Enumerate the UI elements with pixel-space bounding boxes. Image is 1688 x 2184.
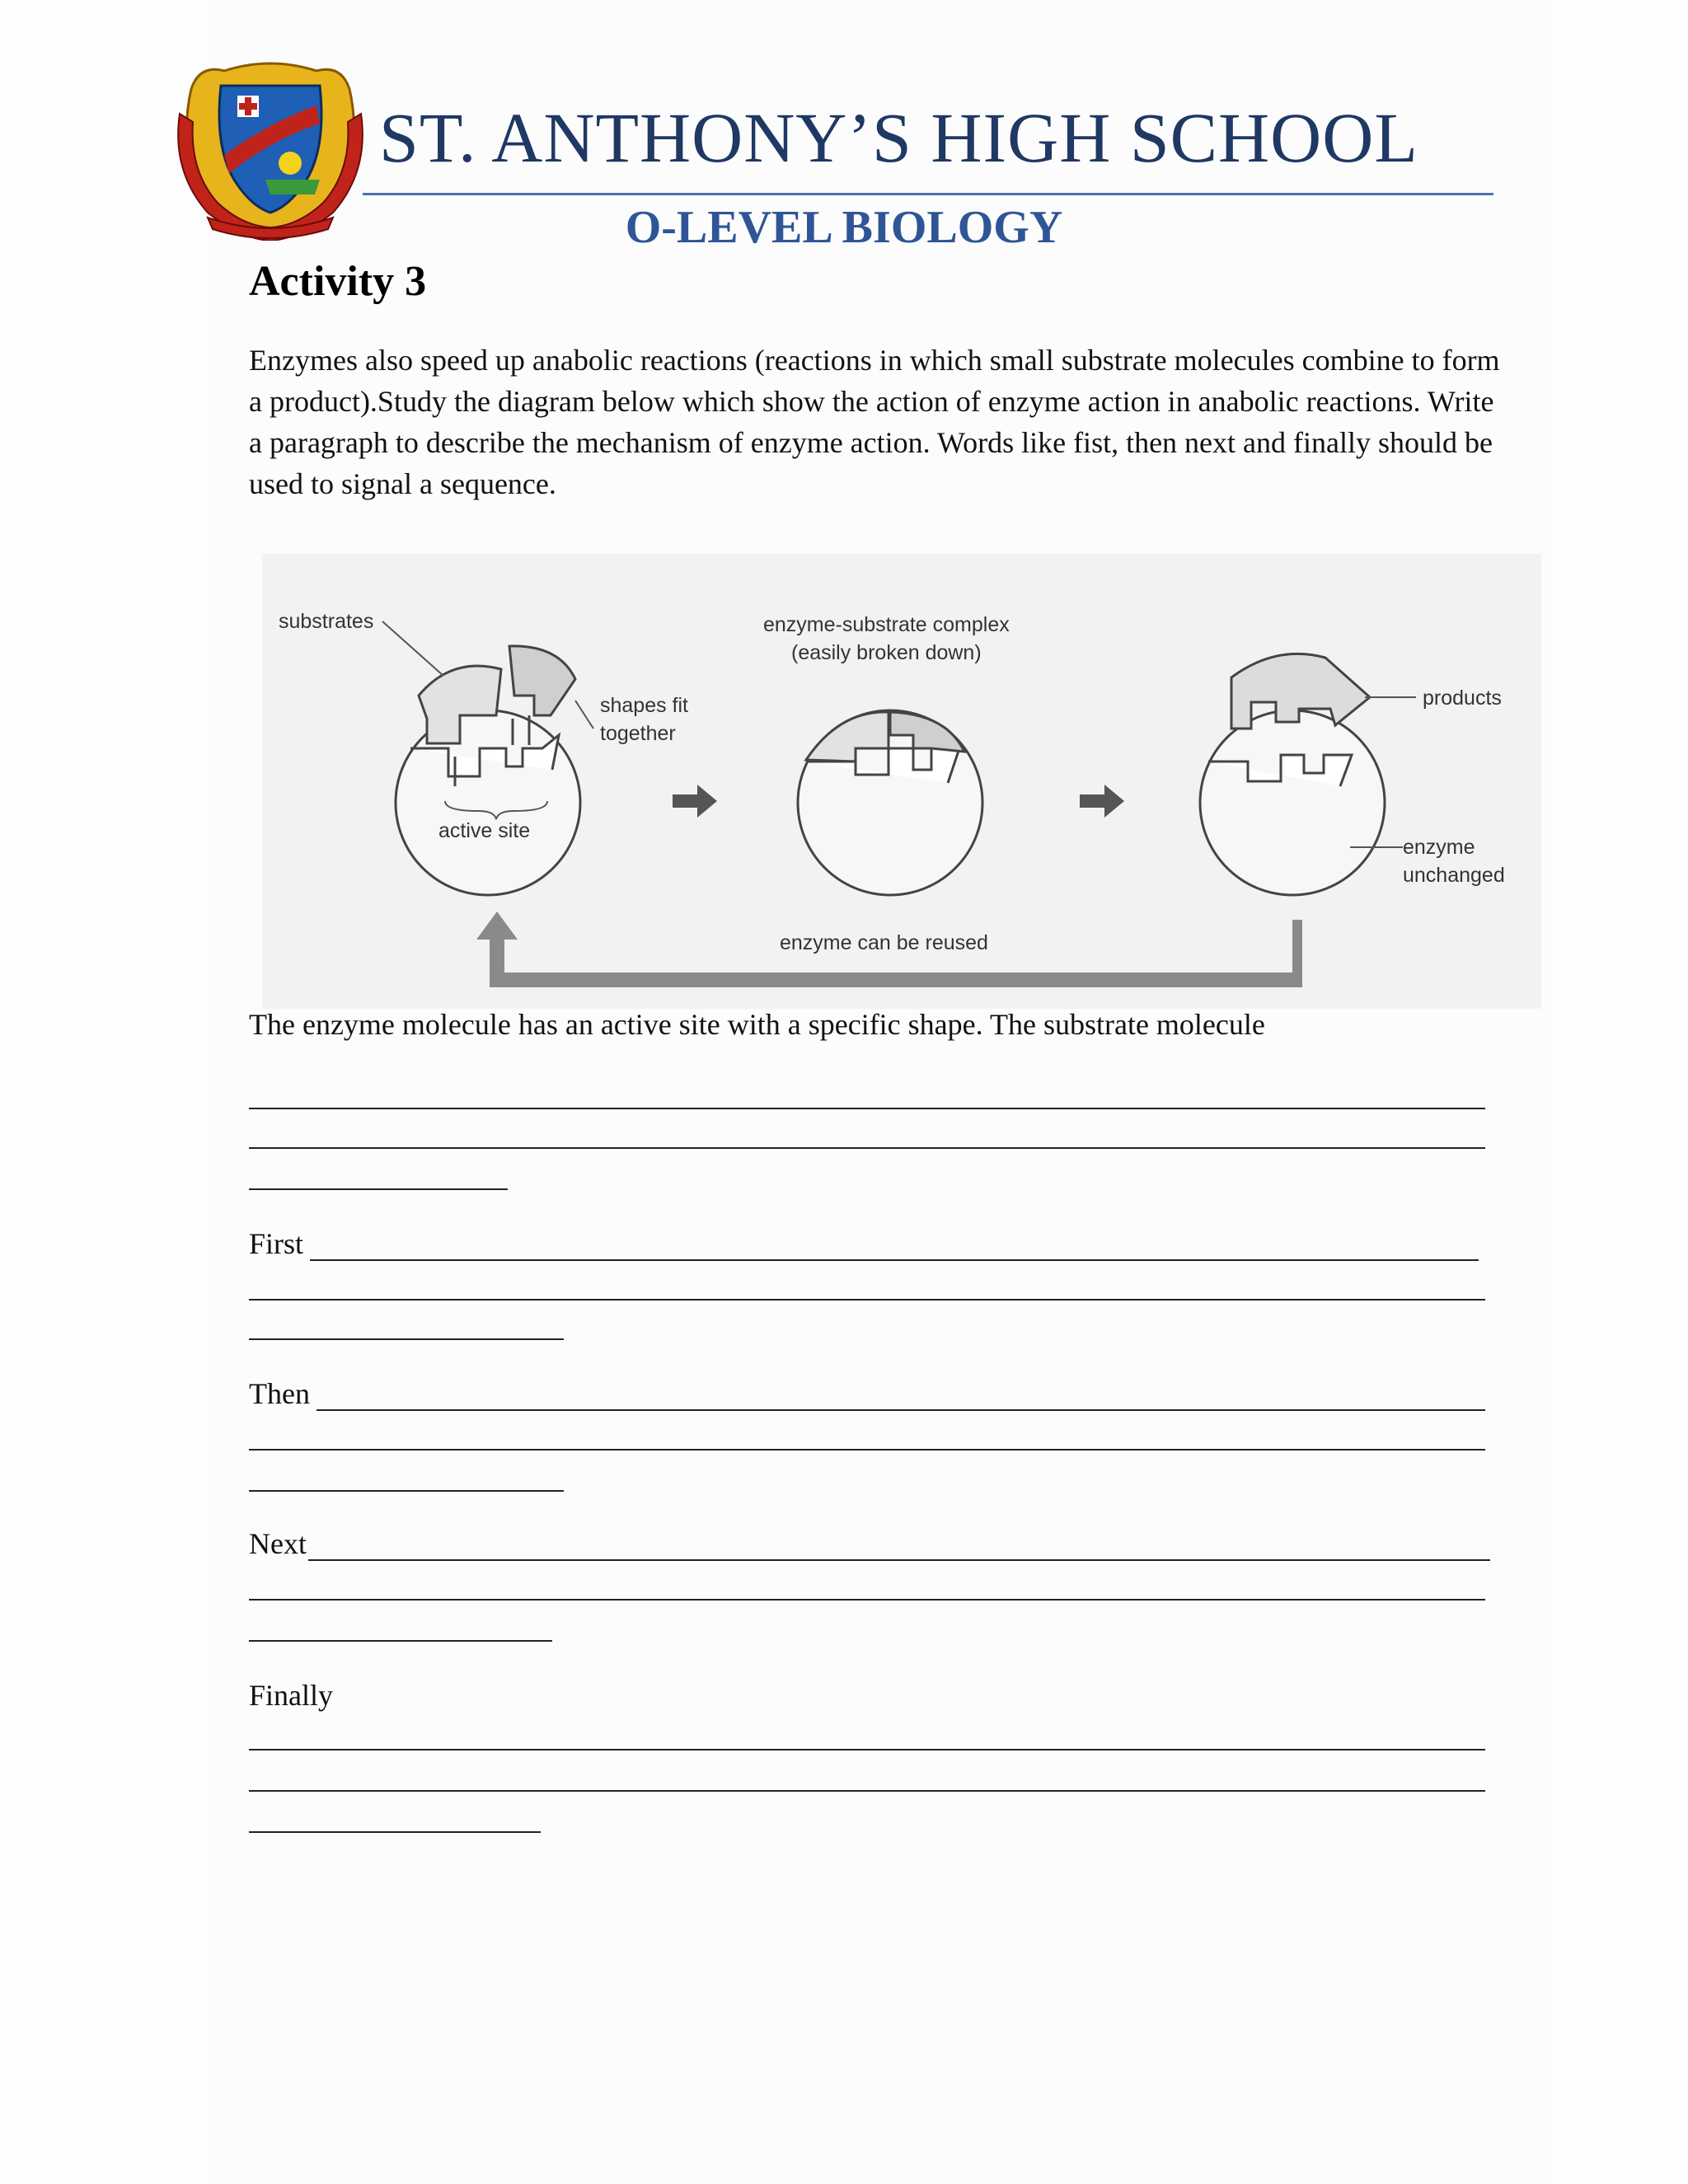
stage-complex (798, 710, 982, 895)
label-complex: enzyme-substrate complex (763, 613, 1010, 636)
prompt-finally: Finally (249, 1679, 334, 1712)
writing-line[interactable] (249, 1188, 508, 1190)
school-name: ST. ANTHONY’S HIGH SCHOOL (379, 98, 1418, 177)
subject-heading: O-LEVEL BIOLOGY (625, 202, 1063, 253)
writing-line[interactable] (249, 1299, 1485, 1301)
activity-instructions: Enzymes also speed up anabolic reactions (reactions in which small substrate molecules combine to form a product).Study the diagram below which show the action of enzyme action in anabolic reactions. Write a paragraph to describe the mechanism of enzyme action. Words like fist, then next and finally should be used to signal a sequence. (249, 344, 1500, 500)
writing-line[interactable] (249, 1599, 1485, 1601)
prompt-next: Next (249, 1527, 307, 1560)
label-active-site: active site (438, 819, 531, 842)
label-unchanged: unchanged (1403, 864, 1505, 887)
writing-line[interactable] (249, 1749, 1485, 1750)
prompt-then: Then (249, 1377, 310, 1410)
label-complex-note: (easily broken down) (791, 641, 982, 664)
label-together: together (600, 722, 676, 745)
writing-line[interactable] (310, 1259, 1479, 1261)
title-divider (363, 193, 1493, 195)
label-reused: enzyme can be reused (780, 931, 988, 954)
label-shapes-fit: shapes fit (600, 694, 689, 717)
writing-line[interactable] (249, 1790, 1485, 1792)
writing-line[interactable] (249, 1490, 564, 1492)
writing-line[interactable] (316, 1409, 1485, 1411)
enzyme-action-diagram (262, 554, 1541, 1009)
activity-title: Activity 3 (249, 258, 427, 305)
prompt-first: First (249, 1227, 304, 1260)
label-products: products (1423, 687, 1502, 710)
writing-line[interactable] (249, 1108, 1485, 1109)
label-enzyme: enzyme (1403, 836, 1475, 859)
label-substrates: substrates (279, 610, 374, 633)
page-background (214, 0, 1550, 2184)
answer-lead-sentence: The enzyme molecule has an active site with a specific shape. The substrate molecule (249, 1008, 1265, 1041)
writing-line[interactable] (308, 1559, 1490, 1561)
writing-line[interactable] (249, 1449, 1485, 1451)
writing-line[interactable] (249, 1831, 541, 1833)
writing-line[interactable] (249, 1147, 1485, 1149)
writing-line[interactable] (249, 1338, 564, 1340)
writing-line[interactable] (249, 1640, 552, 1642)
